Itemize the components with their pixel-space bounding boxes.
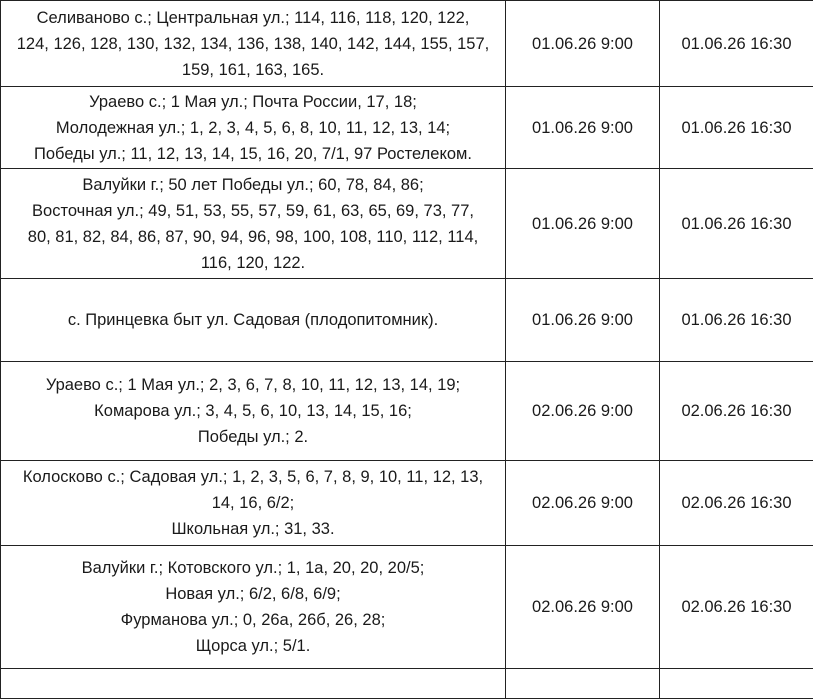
start-time-cell: 01.06.26 9:00 <box>506 1 660 87</box>
end-time-cell: 01.06.26 16:30 <box>660 87 813 169</box>
end-time-cell: 01.06.26 16:30 <box>660 1 813 87</box>
table-row <box>1 546 813 669</box>
address-line: Селиваново с.; Центральная ул.; 114, 116, 118, 120, 122, <box>5 5 501 31</box>
table-row <box>1 279 813 362</box>
end-time-cell: 01.06.26 16:30 <box>660 169 813 279</box>
start-time-cell <box>506 669 660 699</box>
address-line: с. Принцевка быт ул. Садовая (плодопитомник). <box>5 307 501 333</box>
start-time-cell: 02.06.26 9:00 <box>506 461 660 546</box>
start-time-cell: 01.06.26 9:00 <box>506 169 660 279</box>
address-cell <box>1 461 506 546</box>
table-row <box>1 87 813 169</box>
address-line: Ураево с.; 1 Мая ул.; Почта России, 17, 18; <box>5 89 501 115</box>
end-time-cell: 02.06.26 16:30 <box>660 546 813 669</box>
address-cell <box>1 87 506 169</box>
start-time-cell: 02.06.26 9:00 <box>506 546 660 669</box>
end-time-cell: 02.06.26 16:30 <box>660 362 813 461</box>
end-time-cell: 02.06.26 16:30 <box>660 461 813 546</box>
address-cell <box>1 362 506 461</box>
end-time-cell: 01.06.26 16:30 <box>660 279 813 362</box>
table-row <box>1 461 813 546</box>
address-cell <box>1 169 506 279</box>
address-cell <box>1 546 506 669</box>
address-line: 116, 120, 122. <box>5 250 501 276</box>
address-line: 80, 81, 82, 84, 86, 87, 90, 94, 96, 98, 100, 108, 110, 112, 114, <box>5 224 501 250</box>
end-time-cell <box>660 669 813 699</box>
address-line: Фурманова ул.; 0, 26а, 26б, 26, 28; <box>5 607 501 633</box>
address-line: Новая ул.; 6/2, 6/8, 6/9; <box>5 581 501 607</box>
address-line: Комарова ул.; 3, 4, 5, 6, 10, 13, 14, 15, 16; <box>5 398 501 424</box>
address-line: Щорса ул.; 5/1. <box>5 633 501 659</box>
address-cell <box>1 1 506 87</box>
address-line: 14, 16, 6/2; <box>5 490 501 516</box>
address-cell <box>1 669 506 699</box>
table-row <box>1 1 813 87</box>
address-line: Восточная ул.; 49, 51, 53, 55, 57, 59, 61, 63, 65, 69, 73, 77, <box>5 198 501 224</box>
address-line: Победы ул.; 2. <box>5 424 501 450</box>
table-row-partial <box>1 669 813 699</box>
start-time-cell: 01.06.26 9:00 <box>506 87 660 169</box>
address-cell <box>1 279 506 362</box>
address-line: Колосково с.; Садовая ул.; 1, 2, 3, 5, 6, 7, 8, 9, 10, 11, 12, 13, <box>5 464 501 490</box>
address-line: Победы ул.; 11, 12, 13, 14, 15, 16, 20, 7/1, 97 Ростелеком. <box>5 141 501 167</box>
address-line: Школьная ул.; 31, 33. <box>5 516 501 542</box>
start-time-cell: 01.06.26 9:00 <box>506 279 660 362</box>
address-line: Валуйки г.; 50 лет Победы ул.; 60, 78, 84, 86; <box>5 172 501 198</box>
address-line: 124, 126, 128, 130, 132, 134, 136, 138, 140, 142, 144, 155, 157, <box>5 31 501 57</box>
table-row <box>1 362 813 461</box>
start-time-cell: 02.06.26 9:00 <box>506 362 660 461</box>
address-line: Молодежная ул.; 1, 2, 3, 4, 5, 6, 8, 10, 11, 12, 13, 14; <box>5 115 501 141</box>
address-line: 159, 161, 163, 165. <box>5 57 501 83</box>
address-line: Ураево с.; 1 Мая ул.; 2, 3, 6, 7, 8, 10, 11, 12, 13, 14, 19; <box>5 372 501 398</box>
table-row <box>1 169 813 279</box>
address-line: Валуйки г.; Котовского ул.; 1, 1а, 20, 20, 20/5; <box>5 555 501 581</box>
